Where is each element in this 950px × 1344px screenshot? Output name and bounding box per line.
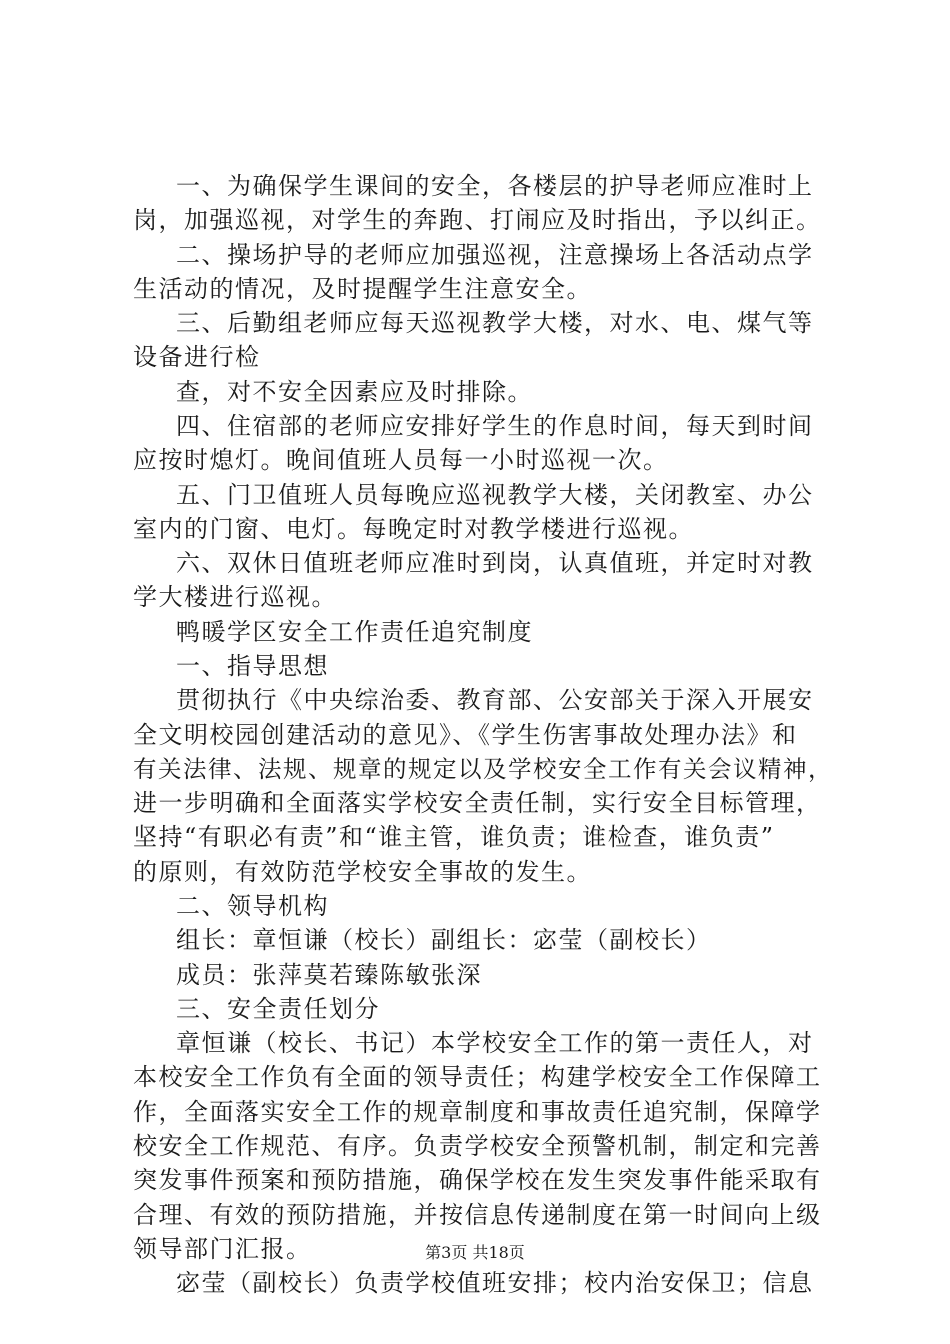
text-line: 坚持“有职必有责”和“谁主管，谁负责；谁检查，谁负责”	[133, 823, 775, 851]
section-title: 鸭暖学区安全工作责任追究制度	[176, 618, 533, 646]
text-line: 应按时熄灯。晚间值班人员每一小时巡视一次。	[133, 446, 669, 474]
text-line: 成员：张萍莫若臻陈敏张深	[176, 961, 482, 989]
text-line: 宓莹（副校长）负责学校值班安排；校内治安保卫；信息	[176, 1269, 814, 1297]
text-line: 查，对不安全因素应及时排除。	[176, 378, 533, 406]
section-heading: 三、安全责任划分	[176, 995, 380, 1023]
text-line: 章恒谦（校长、书记）本学校安全工作的第一责任人，对	[176, 1029, 814, 1057]
text-line: 合理、有效的预防措施，并按信息传递制度在第一时间向上级	[133, 1201, 822, 1229]
text-line: 本校安全工作负有全面的领导责任；构建学校安全工作保障工	[133, 1063, 822, 1091]
text-line: 学大楼进行巡视。	[133, 583, 337, 611]
text-line: 岗，加强巡视，对学生的奔跑、打闹应及时指出，予以纠正。	[133, 206, 822, 234]
text-line: 生活动的情况，及时提醒学生注意安全。	[133, 275, 592, 303]
text-line: 五、门卫值班人员每晚应巡视教学大楼，关闭教室、办公	[176, 481, 814, 509]
text-line: 有关法律、法规、规章的规定以及学校安全工作有关会议精神，	[133, 755, 833, 783]
text-line: 进一步明确和全面落实学校安全责任制，实行安全目标管理，	[133, 789, 822, 817]
text-line: 突发事件预案和预防措施，确保学校在发生突发事件能采取有	[133, 1166, 822, 1194]
section-heading: 一、指导思想	[176, 652, 329, 680]
text-line: 一、为确保学生课间的安全，各楼层的护导老师应准时上	[176, 172, 814, 200]
text-line: 三、后勤组老师应每天巡视教学大楼，对水、电、煤气等	[176, 309, 814, 337]
text-line: 全文明校园创建活动的意见》、《学生伤害事故处理办法》和	[133, 721, 798, 749]
text-line: 贯彻执行《中央综治委、教育部、公安部关于深入开展安	[176, 686, 814, 714]
text-line: 六、双休日值班老师应准时到岗，认真值班，并定时对教	[176, 549, 814, 577]
section-heading: 二、领导机构	[176, 892, 329, 920]
text-line: 设备进行检	[133, 343, 261, 371]
text-line: 四、住宿部的老师应安排好学生的作息时间，每天到时间	[176, 412, 814, 440]
text-line: 室内的门窗、电灯。每晚定时对教学楼进行巡视。	[133, 515, 694, 543]
text-line: 的原则，有效防范学校安全事故的发生。	[133, 858, 592, 886]
text-line: 二、操场护导的老师应加强巡视，注意操场上各活动点学	[176, 241, 814, 269]
text-line: 组长：章恒谦（校长）副组长：宓莹（副校长）	[176, 926, 712, 954]
text-line: 作，全面落实安全工作的规章制度和事故责任追究制，保障学	[133, 1098, 822, 1126]
text-line: 领导部门汇报。	[133, 1235, 312, 1263]
text-line: 校安全工作规范、有序。负责学校安全预警机制，制定和完善	[133, 1132, 822, 1160]
page-number: 第3页 共18页	[425, 1243, 525, 1262]
